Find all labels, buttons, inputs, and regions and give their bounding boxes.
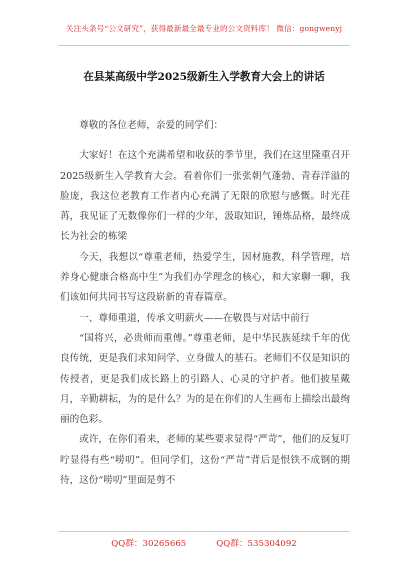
- salutation: 尊敬的各位老师，亲爱的同学们：: [79, 120, 224, 131]
- qq-group-2: QQ群：535304092: [216, 539, 297, 549]
- document-title: 在县某高级中学2025级新生入学教育大会上的讲话: [83, 71, 325, 83]
- footer-divider: [58, 531, 350, 532]
- document-body: [60, 116, 350, 491]
- paragraph-opening: 大家好！在这个充满希望和收获的季节里，我们在这里隆重召开2025级新生入学教育大会。看着你们一张张朝气蓬勃、青春洋溢的脸庞，我这位老教育工作者内心充满了无限的欣慰与感慨。时光荏苒，我见证了无数像你们一样的少年，汲取知识，锤炼品格，最终成长为社会的栋梁: [60, 150, 350, 243]
- header-divider: [58, 45, 350, 46]
- paragraph-theme: 今天，我想以“尊重老师，热爱学生，因材施教，科学管理，培养身心健康合格高中生”为我们办学理念的核心，和大家聊一聊，我们该如何共同书写这段崭新的青春篇章。: [60, 251, 350, 304]
- footer-contact: [0, 537, 408, 549]
- paragraph-respect-teachers: “国将兴，必贵师而重傅。”尊重老师，是中华民族延续千年的优良传统，更是我们求知问学、立身做人的基石。老师们不仅是知识的传授者，更是我们成长路上的引路人、心灵的守护者。他们披星戴月，辛勤耕耘，为的是什么？为的是在你们的人生画布上描绘出最绚丽的色彩。: [60, 332, 350, 426]
- qq-group-1: QQ群：30265665: [111, 539, 187, 549]
- header-notice: 关注头条号“公文研究”，获得最新最全最专业的公文资料库！ 微信：gongwenyj: [65, 24, 343, 33]
- paragraph-strictness: 或许，在你们看来，老师的某些要求显得“严苛”，他们的反复叮咛显得有些“唠叨”。但同学们，这份“严苛”背后是恨铁不成钢的期待，这份“唠叨”里面是剪不: [60, 434, 350, 487]
- section-heading-1: 一、尊师重道，传承文明薪火——在敬畏与对话中前行: [79, 312, 310, 324]
